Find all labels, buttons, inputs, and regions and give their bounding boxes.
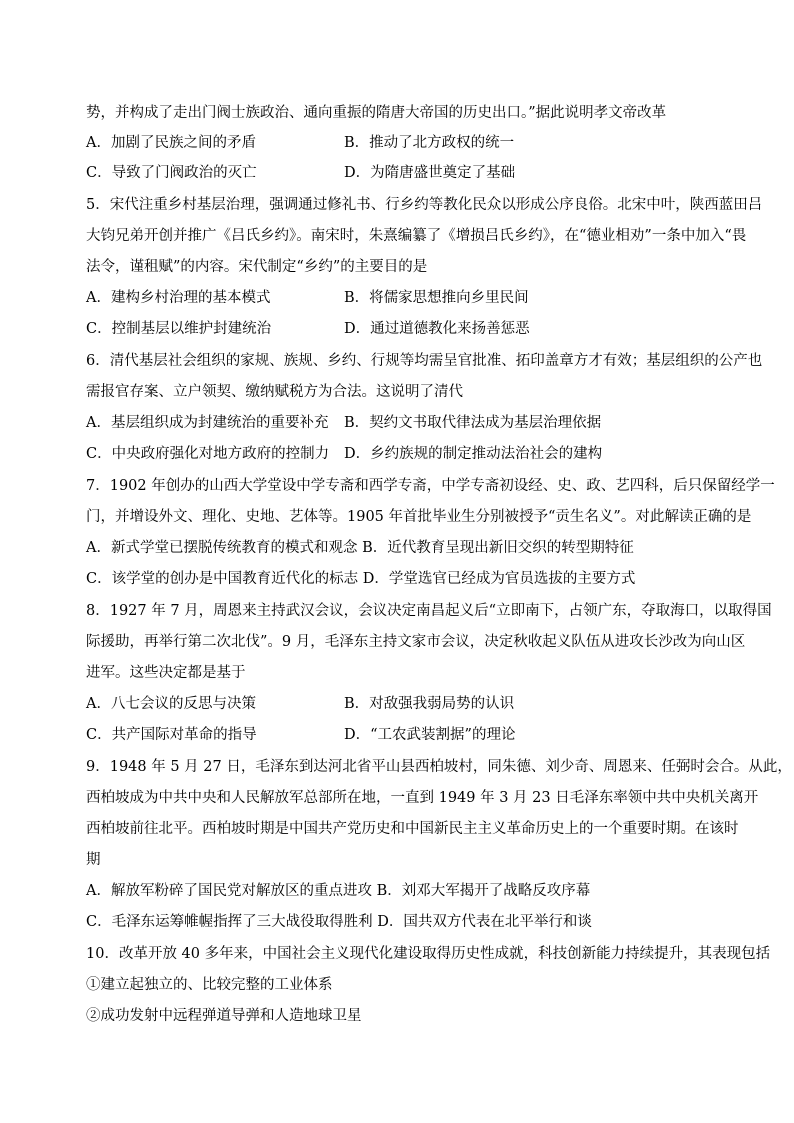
q4-stem-tail: 势，并构成了走出门阀士族政治、通向重振的隋唐大帝国的历史出口。”据此说明孝文帝改革 [86,105,667,121]
q9-stem-line1: 9．1948 年 5 月 27 日，毛泽东到达河北省平山县西柏坡村，同朱德、刘少奇、周恩来、任弼时会合。从此， [86,759,792,775]
q9-stem-line4: 期 [86,852,101,868]
q8-option-a: A．八七会议的反思与决策 [86,696,256,712]
q8-stem-line2: 际援助，再举行第二次北伐”。9 月，毛泽东主持文家市会议，决定秋收起义队伍从进攻长沙改为向山区 [86,634,746,650]
q8-option-b: B．对敌强我弱局势的认识 [344,696,515,712]
q6-option-c: C．中央政府强化对地方政府的控制力 [86,446,330,462]
q9-stem-line2: 西柏坡成为中共中央和人民解放军总部所在地，一直到 1949 年 3 月 23 日毛泽东率领中共中央机关离开 [86,790,759,806]
q4-option-d: D．为隋唐盛世奠定了基础 [344,165,516,181]
q6-stem-line2: 需报官存案、立户领契、缴纳赋税方为合法。这说明了清代 [86,384,463,400]
q8-stem-line3: 进军。这些决定都是基于 [86,665,246,681]
q5-option-c: C．控制基层以维护封建统治 [86,321,272,337]
q5-stem-line3: 法令，谨租赋”的内容。宋代制定“乡约”的主要目的是 [86,259,428,275]
q8-stem-line1: 8．1927 年 7 月，周恩来主持武汉会议，会议决定南昌起义后“立即南下，占领广东，夺取海口，以取得国 [86,603,772,619]
q9-options-cd: C．毛泽东运筹帷幄指挥了三大战役取得胜利 D．国共双方代表在北平举行和谈 [86,914,592,930]
q4-option-a: A．加剧了民族之间的矛盾 [86,135,256,151]
q5-stem-line2: 大钧兄弟开创并推广《吕氏乡约》。南宋时，朱熹编纂了《增损吕氏乡约》，在“德业相劝”一条中加入“畏 [86,228,747,244]
q10-stem: 10．改革开放 40 多年来，中国社会主义现代化建设取得历史性成就，科技创新能力持续提升，其表现包括 [86,946,771,962]
q6-option-d: D．乡约族规的制定推动法治社会的建构 [344,446,603,462]
q9-options-ab: A．解放军粉碎了国民党对解放区的重点进攻 B．刘邓大军揭开了战略反攻序幕 [86,883,591,899]
q7-options-cd: C．该学堂的创办是中国教育近代化的标志 D．学堂选官已经成为官员选拔的主要方式 [86,571,636,587]
q6-option-b: B．契约文书取代律法成为基层治理依据 [344,415,602,431]
q5-option-a: A．建构乡村治理的基本模式 [86,290,271,306]
q7-stem-line1: 7．1902 年创办的山西大学堂设中学专斋和西学专斋，中学专斋初设经、史、政、艺四科，后只保留经学一 [86,478,775,494]
q5-option-d: D．通过道德教化来扬善惩恶 [344,321,530,337]
q5-option-b: B．将儒家思想推向乡里民间 [344,290,529,306]
q7-stem-line2: 门，并增设外文、理化、史地、艺体等。1905 年首批毕业生分别被授予“贡生名义”。对此解读正确的是 [86,509,752,525]
q4-option-c: C．导致了门阀政治的灭亡 [86,165,257,181]
q4-option-b: B．推动了北方政权的统一 [344,135,515,151]
q7-options-ab: A．新式学堂已摆脱传统教育的模式和观念 B．近代教育呈现出新旧交织的转型期特征 [86,540,634,556]
q9-stem-line3: 西柏坡前往北平。西柏坡时期是中国共产党历史和中国新民主主义革命历史上的一个重要时期。在该时 [86,821,739,837]
q6-option-a: A．基层组织成为封建统治的重要补充 [86,415,329,431]
q8-option-d: D．“工农武装割据”的理论 [344,727,516,743]
q10-item-2: ②成功发射中远程弹道导弹和人造地球卫星 [86,1008,362,1024]
q6-stem-line1: 6．清代基层社会组织的家规、族规、乡约、行规等均需呈官批准、拓印盖章方才有效；基层组织的公产也 [86,353,763,369]
q5-stem-line1: 5．宋代注重乡村基层治理，强调通过修礼书、行乡约等教化民众以形成公序良俗。北宋中叶，陕西蓝田吕 [86,197,763,213]
q8-option-c: C．共产国际对革命的指导 [86,727,257,743]
q10-item-1: ①建立起独立的、比较完整的工业体系 [86,977,333,993]
